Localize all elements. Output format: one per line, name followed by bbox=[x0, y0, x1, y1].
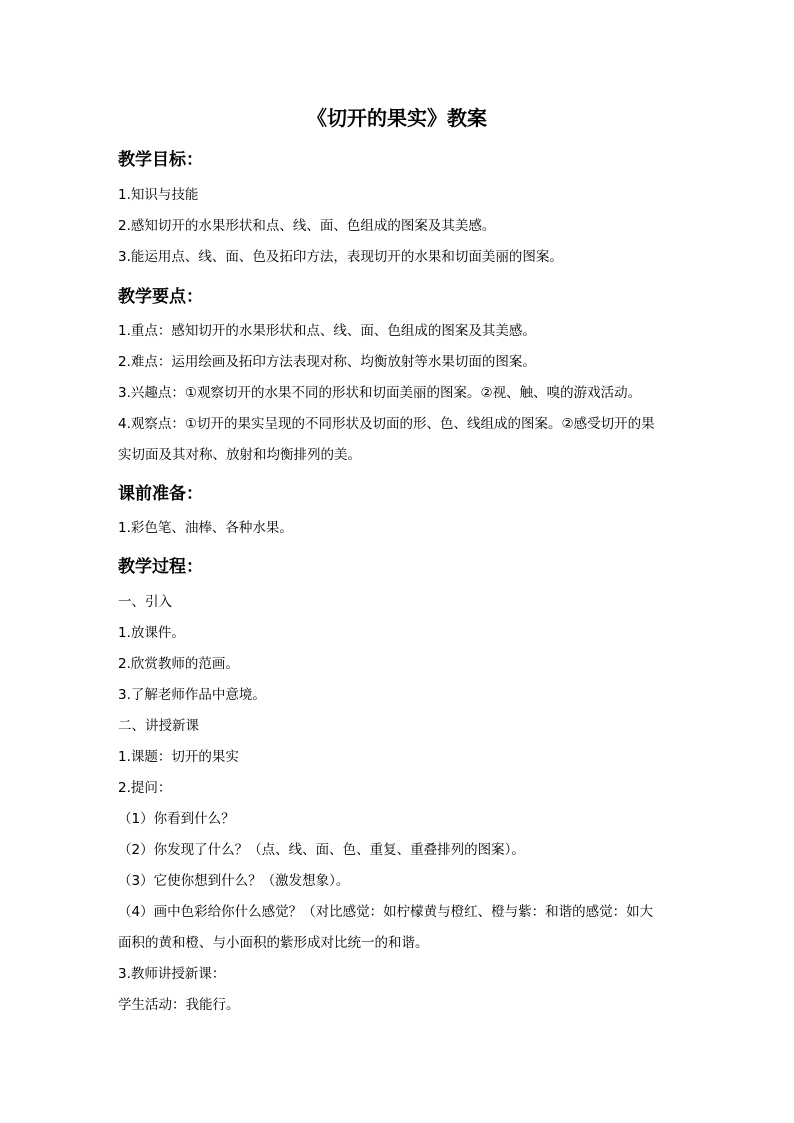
paragraph-line: （3）它使你想到什么？（激发想象）。 bbox=[118, 873, 350, 889]
paragraph-line: （4）画中色彩给你什么感觉？（对比感觉：如柠檬黄与橙红、橙与紫：和谐的感觉：如大 bbox=[118, 904, 654, 920]
paragraph-line: 2.感知切开的水果形状和点、线、面、色组成的图案及其美感。 bbox=[118, 218, 496, 234]
paragraph-line: 二、讲授新课 bbox=[118, 718, 199, 734]
paragraph-line: 面积的黄和橙、与小面积的紫形成对比统一的和谐。 bbox=[118, 935, 429, 951]
paragraph-line: 4.观察点：①切开的果实呈现的不同形状及切面的形、色、线组成的图案。②感受切开的果 bbox=[118, 416, 655, 432]
paragraph-line: 3.兴趣点：①观察切开的水果不同的形状和切面美丽的图案。②视、触、嗅的游戏活动。 bbox=[118, 385, 642, 401]
paragraph-line: 2.欣赏教师的范画。 bbox=[118, 656, 239, 672]
paragraph-line: 2.提问： bbox=[118, 780, 172, 796]
paragraph-line: 1.知识与技能 bbox=[118, 187, 199, 203]
section-heading-preparation: 课前准备： bbox=[118, 484, 203, 504]
paragraph-line: （2）你发现了什么？（点、线、面、色、重复、重叠排列的图案）。 bbox=[118, 842, 525, 858]
paragraph-line: 3.教师讲授新课： bbox=[118, 966, 226, 982]
section-heading-teaching-process: 教学过程： bbox=[118, 557, 203, 577]
section-heading-teaching-points: 教学要点： bbox=[118, 287, 203, 307]
paragraph-line: 1.重点：感知切开的水果形状和点、线、面、色组成的图案及其美感。 bbox=[118, 323, 536, 339]
section-heading-teaching-goals: 教学目标： bbox=[118, 150, 203, 170]
paragraph-line: 1.彩色笔、油棒、各种水果。 bbox=[118, 520, 293, 536]
paragraph-line: 3.能运用点、线、面、色及拓印方法，表现切开的水果和切面美丽的图案。 bbox=[118, 249, 563, 265]
paragraph-line: 一、引入 bbox=[118, 594, 172, 610]
paragraph-line: 1.课题：切开的果实 bbox=[118, 749, 239, 765]
paragraph-line: 1.放课件。 bbox=[118, 625, 185, 641]
paragraph-line: 实切面及其对称、放射和均衡排列的美。 bbox=[118, 447, 361, 463]
paragraph-line: 学生活动：我能行。 bbox=[118, 997, 240, 1013]
paragraph-line: （1）你看到什么？ bbox=[118, 811, 235, 827]
paragraph-line: 3.了解老师作品中意境。 bbox=[118, 687, 266, 703]
paragraph-line: 2.难点：运用绘画及拓印方法表现对称、均衡放射等水果切面的图案。 bbox=[118, 354, 536, 370]
document-title: 《切开的果实》教案 bbox=[307, 106, 487, 130]
